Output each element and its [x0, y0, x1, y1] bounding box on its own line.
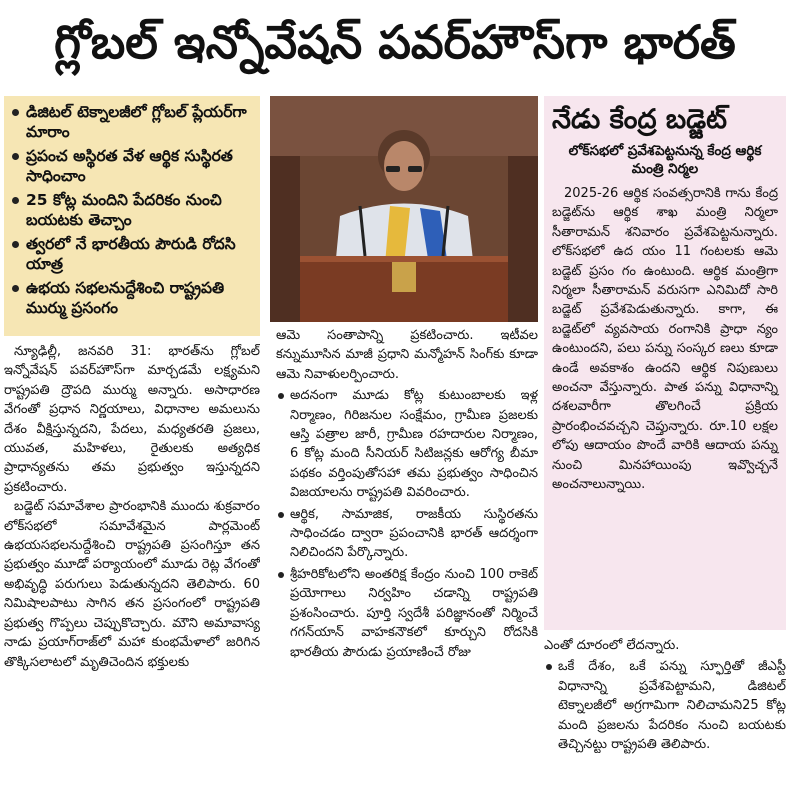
bullet-dot-icon	[12, 197, 19, 204]
budget-sidebar	[544, 96, 786, 630]
article-paragraph: ఎంతో దూరంలో లేదన్నారు.	[544, 638, 680, 653]
president-photo	[270, 96, 538, 322]
article-column-2	[276, 326, 538, 788]
highlight-item	[10, 278, 254, 318]
bullet-text: శ్రీహరికోటలోని అంతరిక్ష కేంద్రం నుంచి 100 రాకెట్ ప్రయోగాలు నిర్వహిం చడాన్ని రాష్ట్రపతి ప్రశంసించారు. పూర్తి స్వదేశీ పరిజ్ఞానంతో నిర్మించే గగన్‌యాన్ వాహకనౌకలో కూర్చుని రోదసికి భారతీయ పౌరుడు ప్రయాణించే రోజు	[290, 566, 538, 660]
bullet-dot-icon	[278, 512, 284, 518]
article-bullet	[276, 505, 538, 563]
bullet-text: ఒకే దేశం, ఒకే పన్ను స్ఫూర్తితో జీఎస్టీ విధానాన్ని ప్రవేశపెట్టామని, డిజిటల్ టెక్నాలజీలో అగ్రగామిగా నిలిచామని25 కోట్ల మంది ప్రజలను పేదరికం నుంచి బయటకు తెచ్చినట్టు రాష్ట్రపతి తెలిపారు.	[558, 659, 786, 753]
highlight-text: ఉభయ సభలనుద్దేశించి రాష్ట్రపతి ముర్ము ప్రసంగం	[26, 279, 225, 317]
highlight-text: డిజిటల్ టెక్నాలజీలో గ్లోబల్ ప్లేయర్‌గా మారాం	[26, 103, 247, 141]
bullet-dot-icon	[12, 109, 19, 116]
highlight-item	[10, 190, 254, 230]
bullet-dot-icon	[278, 572, 284, 578]
article-column-3	[544, 636, 786, 788]
highlight-text: త్వరలో నే భారతీయ పౌరుడి రోదసి యాత్ర	[26, 235, 236, 273]
article-bullet	[276, 386, 538, 502]
article-paragraph: ఆమె సంతాపాన్ని ప్రకటించారు. ఇటీవల కన్నుమూసిన మాజీ ప్రధాని మన్మోహన్ సింగ్‌కు కూడా ఆమె నివాళులర్పించారు.	[276, 328, 538, 382]
bullet-dot-icon	[12, 153, 19, 160]
headline: గ్లోబల్ ఇన్నోవేషన్ పవర్‌హౌస్‌గా భారత్	[54, 15, 736, 69]
article-paragraph: న్యూఢిల్లీ, జనవరి 31: భారత్‌ను గ్లోబల్ ఇన్నోవేషన్ పవర్‌హౌస్‌గా మార్చడమే లక్ష్యమని రాష్ట్రపతి ద్రౌపది ముర్ము అన్నారు. అసాధారణ వేగంతో ప్రధాన నిర్ణయాలు, విధానాల అమలును దేశం వీక్షిస్తున్నదని, పేదలు, మధ్యతరతి ప్రజలు, యువత, మహిళలు, రైతులకు అత్యధిక ప్రాధాన్యతను తమ ప్రభుత్వం ఇస్తున్నదని ప్రకటించారు.	[4, 344, 260, 495]
highlights-box	[4, 96, 260, 336]
highlight-text: 25 కోట్ల మందిని పేదరికం నుంచి బయటకు తెచ్చాం	[26, 191, 222, 229]
bullet-dot-icon	[12, 241, 19, 248]
highlights-list	[10, 102, 254, 318]
sidebar-subtitle: లోక్‌సభలో ప్రవేశపెట్టనున్న కేంద్ర ఆర్థిక మంత్రి నిర్మల	[568, 143, 762, 177]
highlight-item	[10, 146, 254, 186]
bullet-dot-icon	[12, 285, 19, 292]
highlight-item	[10, 102, 254, 142]
highlight-text: ప్రపంచ అస్థిరత వేళ ఆర్థిక సుస్థిరత సాధించాం	[26, 147, 233, 185]
bullet-text: ఆర్థిక, సామాజిక, రాజకీయ సుస్థిరతను సాధించడం ద్వారా ప్రపంచానికి భారత్ ఆదర్శంగా నిలిచిందని పేర్కొన్నారు.	[290, 506, 538, 561]
article-column-1	[4, 342, 260, 788]
article-bullet	[276, 565, 538, 662]
highlight-item	[10, 234, 254, 274]
sidebar-paragraph: 2025-26 ఆర్థిక సంవత్సరానికి గాను కేంద్ర బడ్జెట్‌ను ఆర్థిక శాఖ మంత్రి నిర్మలా సీతారామన్ శనివారం ప్రవేశపెట్టనున్నారు. లోక్‌సభలో ఉద యం 11 గంటలకు ఆమె బడ్జెట్ ప్రసం గం ఉంటుంది. ఆర్థిక మంత్రిగా నిర్మలా సీతారామన్ వరుసగా ఎనిమిదో సారి బడ్జెట్ ప్రవేశపెడుతున్నారు. కాగా, ఈ బడ్జెట్‌లో వ్యవసాయ రంగానికి ప్రాధా న్యం ఉంటుందని, పలు పన్ను సంస్కర ణలు కూడా ఉండే అవకాశం ఉందని ఆర్థిక నిపుణులు అంచనా వేస్తున్నారు. పాత పన్ను విధానాన్ని దశలవారీగా తొలగించే ప్రక్రియ ప్రారంభించవచ్చని చెప్తున్నారు. రూ.10 లక్షల లోపు ఆదాయం పొందే వారికి ఆదాయ పన్ను నుంచి మినహాయింపు ఇవ్వొచ్చనే అంచనాలున్నాయి.	[552, 186, 778, 493]
bullet-dot-icon	[278, 393, 284, 399]
president-at-podium-illustration	[270, 96, 538, 322]
sidebar-body	[552, 184, 778, 495]
sidebar-title: నేడు కేంద్ర బడ్జెట్	[552, 104, 727, 135]
bullet-text: అదనంగా మూడు కోట్ల కుటుంబాలకు ఇళ్ల నిర్మాణం, గిరిజనుల సంక్షేమం, గ్రామీణ ప్రజలకు ఆస్తి పత్రాల జారీ, గ్రామీణ రహదారుల నిర్మాణం, 6 కోట్ల మంది సీనియర్ సిటిజన్లకు ఆరోగ్య బీమా పథకం వర్తింపుతోసహా తమ ప్రభుత్వం సాధించిన విజయాలను రాష్ట్రపతి వివరించారు.	[290, 388, 538, 501]
article-bullet	[544, 657, 786, 754]
bullet-dot-icon	[546, 664, 552, 670]
article-paragraph: బడ్జెట్ సమావేశాల ప్రారంభానికి ముందు శుక్రవారం లోక్‌సభలో సమావేశమైన పార్లమెంట్ ఉభయసభలనుద్దేశించి రాష్ట్రపతి ప్రసంగిస్తూ తన ప్రభుత్వం మూడో పర్యాయంలో మూడు రెట్ల వేగంతో అభివృద్ధి పరుగులు పెడుతున్నదని తెలిపారు. 60 నిమిషాలపాటు సాగిన తన ప్రసంగంలో రాష్ట్రపతి ప్రభుత్వ గొప్పలు చెప్పుకొచ్చారు. మౌని అమావాస్య నాడు ప్రయాగ్‌రాజ్‌లో మహా కుంభమేళాలో జరిగిన తొక్కిసలాటలో మృతిచెందిన భక్తులకు	[4, 499, 260, 670]
